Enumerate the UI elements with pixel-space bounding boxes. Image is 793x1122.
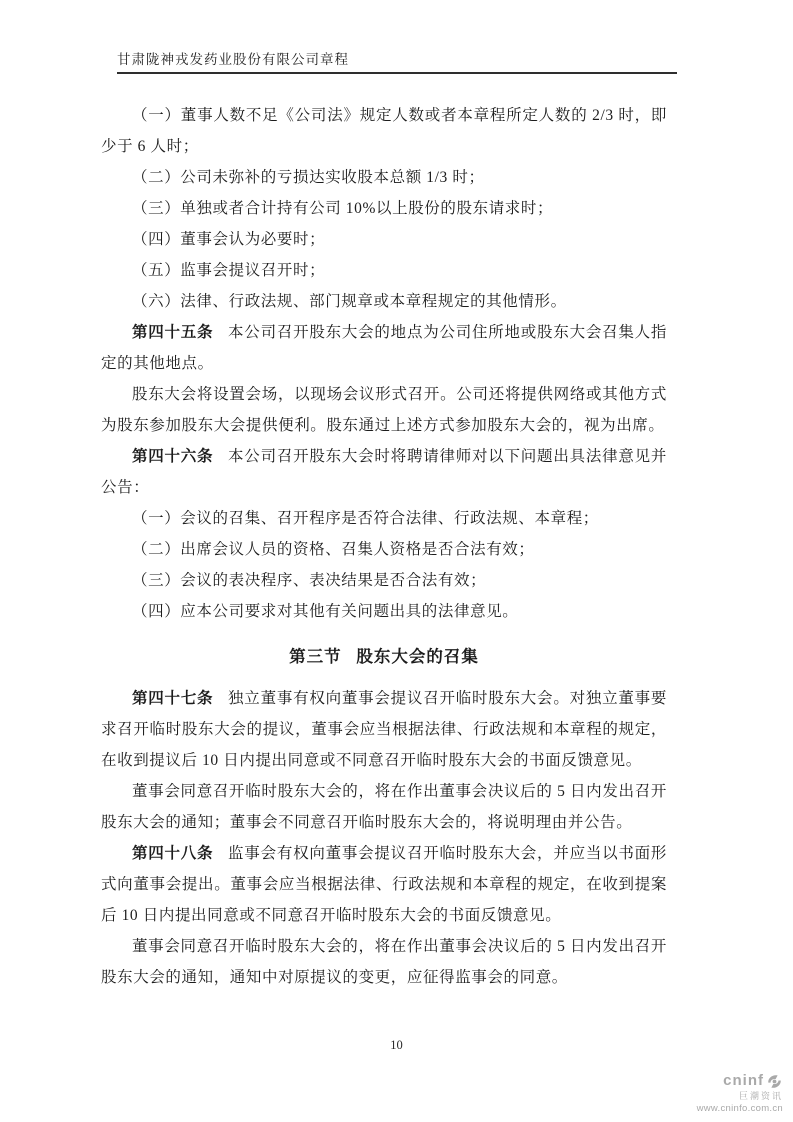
article-paragraph xyxy=(101,683,667,776)
article-number: 第四十六条 xyxy=(132,448,214,465)
article-number: 第四十八条 xyxy=(132,845,214,862)
paragraph-text: （四）董事会认为必要时； xyxy=(132,231,326,248)
list-item-paragraph xyxy=(101,224,667,255)
body-paragraph xyxy=(101,776,667,838)
paragraph-text: （一）董事人数不足《公司法》规定人数或者本章程所定人数的 2/3 时，即少于 6 人时； xyxy=(101,107,667,155)
article-number: 第四十七条 xyxy=(132,690,214,707)
article-paragraph xyxy=(101,838,667,931)
list-item-paragraph xyxy=(101,286,667,317)
page-number: 10 xyxy=(390,1038,403,1052)
article-paragraph xyxy=(101,441,667,503)
section-label: 第三节 xyxy=(289,647,342,666)
cninfo-watermark xyxy=(697,1072,783,1114)
cninfo-chinese-name: 巨潮资讯 xyxy=(738,1091,783,1101)
section-title: 股东大会的召集 xyxy=(356,647,479,666)
document-body xyxy=(101,100,667,993)
paragraph-text: （三）单独或者合计持有公司 10%以上股份的股东请求时； xyxy=(132,200,554,217)
cninfo-url: www.cninfo.com.cn xyxy=(696,1102,783,1114)
paragraph-text: 股东大会将设置会场，以现场会议形式召开。公司还将提供网络或其他方式为股东参加股东大会提供便利。股东通过上述方式参加股东大会的，视为出席。 xyxy=(101,386,667,434)
list-item-paragraph xyxy=(101,503,667,534)
document-title: 甘肃陇神戎发药业股份有限公司章程 xyxy=(117,52,349,67)
paragraph-text: 本公司召开股东大会时将聘请律师对以下问题出具法律意见并公告： xyxy=(101,448,667,496)
paragraph-text: （四）应本公司要求对其他有关问题出具的法律意见。 xyxy=(132,603,519,620)
list-item-paragraph xyxy=(101,193,667,224)
body-paragraph xyxy=(101,931,667,993)
list-item-paragraph xyxy=(101,565,667,596)
list-item-paragraph xyxy=(101,162,667,193)
list-item-paragraph xyxy=(101,596,667,627)
article-number: 第四十五条 xyxy=(132,324,214,341)
list-item-paragraph xyxy=(101,100,667,162)
paragraph-text: 董事会同意召开临时股东大会的，将在作出董事会决议后的 5 日内发出召开股东大会的通知，通知中对原提议的变更，应征得监事会的同意。 xyxy=(101,938,667,986)
cninfo-swirl-icon xyxy=(766,1073,783,1090)
paragraph-text: （六）法律、行政法规、部门规章或本章程规定的其他情形。 xyxy=(132,293,567,310)
list-item-paragraph xyxy=(101,255,667,286)
paragraph-text: （三）会议的表决程序、表决结果是否合法有效； xyxy=(132,572,487,589)
paragraph-text: 监事会有权向董事会提议召开临时股东大会，并应当以书面形式向董事会提出。董事会应当根据法律、行政法规和本章程的规定，在收到提案后 10 日内提出同意或不同意召开临时股东大会的书面反馈意见。 xyxy=(101,845,667,924)
paragraph-text: 独立董事有权向董事会提议召开临时股东大会。对独立董事要求召开临时股东大会的提议，董事会应当根据法律、行政法规和本章程的规定，在收到提议后 10 日内提出同意或不同意召开临时股东大会的书面反馈意见。 xyxy=(101,690,667,769)
paragraph-text: 董事会同意召开临时股东大会的，将在作出董事会决议后的 5 日内发出召开股东大会的通知；董事会不同意召开临时股东大会的，将说明理由并公告。 xyxy=(101,783,667,831)
paragraph-text: 本公司召开股东大会的地点为公司住所地或股东大会召集人指定的其他地点。 xyxy=(101,324,667,372)
paragraph-text: （二）公司未弥补的亏损达实收股本总额 1/3 时； xyxy=(132,169,485,186)
paragraph-text: （五）监事会提议召开时； xyxy=(132,262,326,279)
page-header xyxy=(117,48,677,74)
paragraph-text: （二）出席会议人员的资格、召集人资格是否合法有效； xyxy=(132,541,535,558)
article-paragraph xyxy=(101,317,667,379)
cninfo-brand xyxy=(697,1072,783,1090)
body-paragraph xyxy=(101,379,667,441)
list-item-paragraph xyxy=(101,534,667,565)
cninfo-brand-text: cninf xyxy=(723,1072,764,1089)
paragraph-text: （一）会议的召集、召开程序是否符合法律、行政法规、本章程； xyxy=(132,510,599,527)
section-heading xyxy=(101,641,667,672)
